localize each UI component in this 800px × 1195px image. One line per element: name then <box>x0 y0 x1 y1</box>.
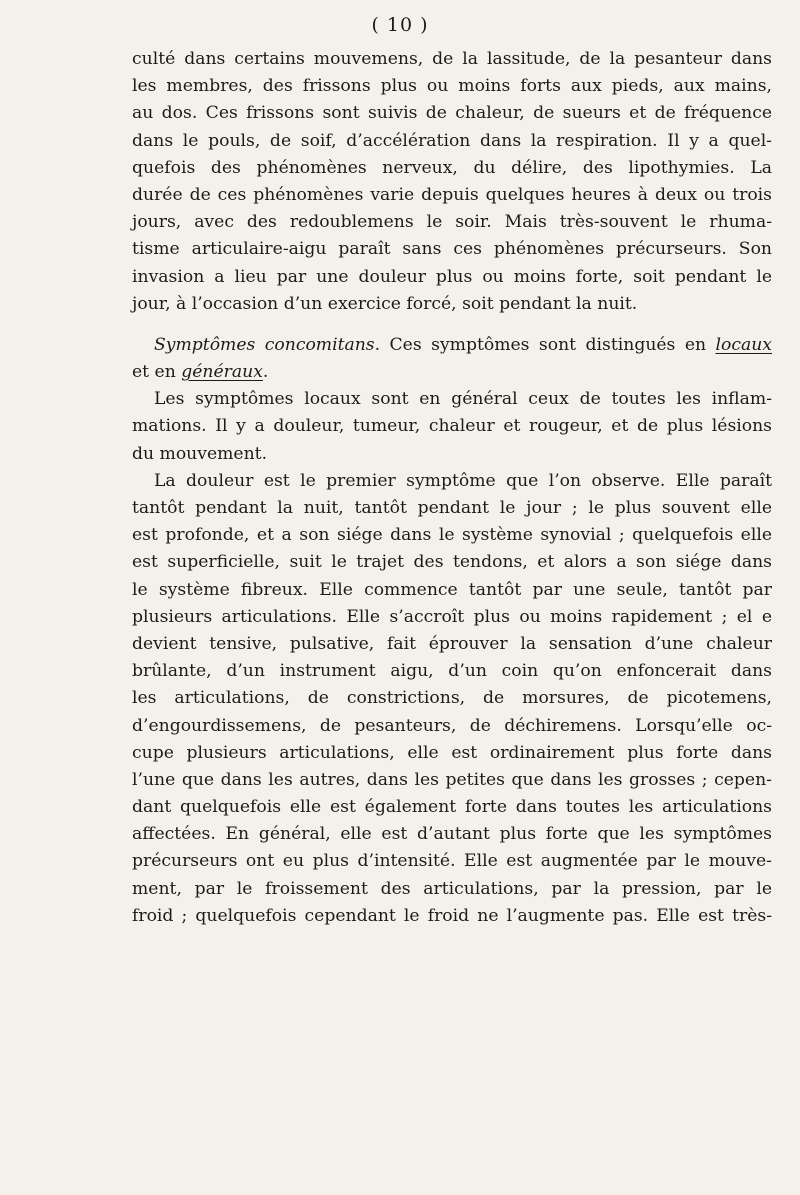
inline-text: . <box>262 362 269 383</box>
text-line: jours, avec des redoublemens le soir. Mais très-souvent le rhuma- <box>132 212 772 233</box>
term-locaux: locaux <box>715 334 772 355</box>
text-line: La douleur est le premier symptôme que l’on observe. Elle paraît <box>154 470 772 491</box>
text-line: dans le pouls, de soif, d’accélération dans la respiration. Il y a quel- <box>132 130 772 151</box>
text-line: les articulations, de constrictions, de morsures, de picotemens, <box>132 688 772 709</box>
text-line: brûlante, d’un instrument aigu, d’un coin qu’on enfoncerait dans <box>132 661 772 682</box>
text-line: est superficielle, suit le trajet des tendons, et alors a son siége dans <box>132 552 772 573</box>
text-line: Les symptômes locaux sont en général ceux de toutes les inflam- <box>154 389 772 410</box>
text-line: tisme articulaire-aigu paraît sans ces phénomènes précurseurs. Son <box>132 239 772 260</box>
text-line: tantôt pendant la nuit, tantôt pendant le jour ; le plus souvent elle <box>132 498 772 518</box>
inline-text: et en <box>132 362 182 383</box>
text-line: précurseurs ont eu plus d’intensité. Elle est augmentée par le mouve- <box>132 851 772 872</box>
text-line: jour, à l’occasion d’un exercice forcé, soit pendant la nuit. <box>132 293 638 314</box>
text-line: affectées. En général, elle est d’autant plus forte que les symptômes <box>132 824 772 845</box>
text-line: au dos. Ces frissons sont suivis de chaleur, de sueurs et de fréquence <box>132 103 772 124</box>
text-line: du mouvement. <box>132 443 268 464</box>
text-line: d’engourdissemens, de pesanteurs, de déchiremens. Lorsqu’elle oc- <box>132 715 772 736</box>
text-line <box>132 359 772 386</box>
term-generaux: généraux <box>181 362 263 383</box>
text-line: dant quelquefois elle est également forte dans toutes les articulations <box>132 797 772 818</box>
text-line: ment, par le froissement des articulations, par la pression, par le <box>132 878 772 899</box>
text-line: le système fibreux. Elle commence tantôt par une seule, tantôt par <box>132 579 772 600</box>
inline-text: Ces symptômes sont distingués en <box>380 334 716 355</box>
text-line: les membres, des frissons plus ou moins forts aux pieds, aux mains, <box>132 76 772 97</box>
text-line <box>132 332 772 359</box>
text-line: froid ; quelquefois cependant le froid ne l’augmente pas. Elle est très- <box>132 905 772 926</box>
paragraph-3 <box>132 386 772 468</box>
paragraph-4 <box>132 468 772 930</box>
text-line: devient tensive, pulsative, fait éprouver la sensation d’une chaleur <box>132 633 772 654</box>
text-line: plusieurs articulations. Elle s’accroît plus ou moins rapidement ; el e <box>132 606 772 627</box>
body-text <box>132 46 772 930</box>
text-line: quefois des phénomènes nerveux, du délire, des lipothymies. La <box>132 157 772 178</box>
paragraph-1 <box>132 46 772 318</box>
section-heading: Symptômes concomitans. <box>154 334 381 355</box>
paragraph-2 <box>132 332 772 386</box>
text-line: cupe plusieurs articulations, elle est ordinairement plus forte dans <box>132 742 772 763</box>
text-line: mations. Il y a douleur, tumeur, chaleur et rougeur, et de plus lésions <box>132 416 772 437</box>
page-number: ( 10 ) <box>371 14 429 36</box>
text-line: est profonde, et a son siége dans le système synovial ; quelquefois elle <box>132 525 772 546</box>
text-line: culté dans certains mouvemens, de la lassitude, de la pesanteur dans <box>132 49 772 69</box>
text-line: invasion a lieu par une douleur plus ou moins forte, soit pendant le <box>132 266 772 287</box>
text-line: durée de ces phénomènes varie depuis quelques heures à deux ou trois <box>132 184 772 205</box>
text-line: l’une que dans les autres, dans les petites que dans les grosses ; cepen- <box>132 769 772 790</box>
